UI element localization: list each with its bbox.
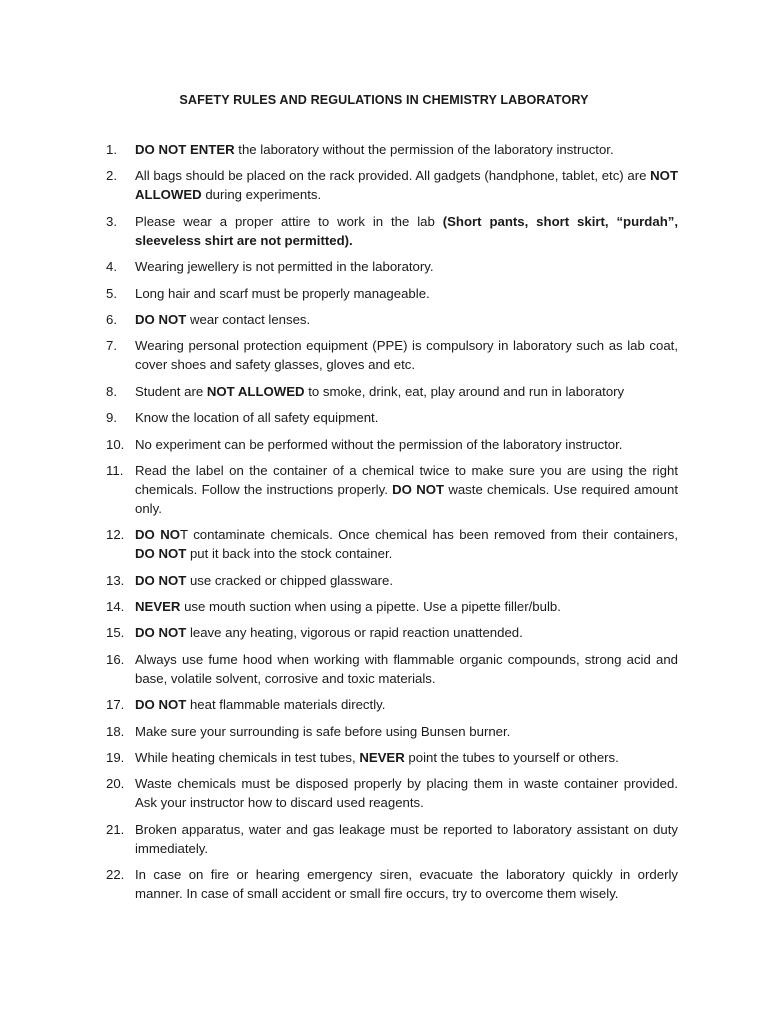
rule-segment: No experiment can be performed without the permission of the laboratory instructor. [135, 436, 623, 452]
rule-segment: use cracked or chipped glassware. [186, 572, 394, 588]
rule-item [106, 820, 678, 858]
rule-segment: waste chemicals. Use required amount only. [135, 481, 678, 516]
rule-text [135, 597, 678, 616]
rule-text [135, 284, 678, 303]
rule-item [106, 722, 678, 741]
rule-number: 4. [106, 259, 117, 275]
rule-segment: Always use fume hood when working with flammable organic compounds, strong acid and base, volatile solvent, corrosive and toxic materials. [135, 651, 678, 686]
rule-number: 14. [106, 599, 125, 615]
rule-number: 18. [106, 723, 125, 739]
rule-number: 20. [106, 776, 125, 792]
rule-text [135, 571, 678, 590]
rule-segment: leave any heating, vigorous or rapid reaction unattended. [186, 625, 523, 641]
rule-text [135, 525, 678, 563]
rule-segment: the laboratory without the permission of the laboratory instructor. [234, 142, 614, 157]
rule-text [135, 310, 678, 329]
rule-text [135, 166, 678, 204]
rule-segment: Make sure your surrounding is safe before using Bunsen burner. [135, 723, 511, 739]
rule-segment: heat flammable materials directly. [186, 697, 386, 713]
rule-number: 9. [106, 410, 117, 426]
rule-segment: T contaminate chemicals. Once chemical has been removed from their containers, [179, 527, 679, 543]
rule-text [135, 212, 678, 250]
rule-number: 2. [106, 168, 117, 184]
rule-text [135, 865, 678, 903]
rule-segment: wear contact lenses. [186, 311, 311, 327]
rule-text [135, 748, 678, 767]
rule-item [106, 310, 678, 329]
rule-item [106, 284, 678, 303]
rule-item [106, 408, 678, 427]
rule-text [135, 336, 678, 374]
rule-item [106, 650, 678, 688]
rule-item [106, 695, 678, 714]
rule-segment: Waste chemicals must be disposed properly by placing them in waste container provided. Ask your instructor how to discard used reagents. [135, 776, 678, 811]
rule-text [135, 461, 678, 518]
rule-text [135, 257, 678, 276]
rule-text [135, 435, 678, 454]
rule-item [106, 748, 678, 767]
rule-segment: during experiments. [201, 187, 322, 203]
rule-emphasis: DO NOT [135, 625, 187, 641]
rule-emphasis: DO NOT [135, 697, 187, 713]
rule-emphasis: DO NOT [135, 311, 187, 327]
rule-number: 5. [106, 285, 117, 301]
rule-item [106, 166, 678, 204]
rule-emphasis: DO NOT [135, 546, 187, 562]
rule-emphasis: NOT ALLOWED [135, 168, 678, 203]
rule-number: 15. [106, 625, 125, 641]
document-title: SAFETY RULES AND REGULATIONS IN CHEMISTRY LABORATORY [179, 93, 589, 107]
rule-item [106, 140, 678, 159]
rule-text [135, 722, 678, 741]
rule-number: 17. [106, 697, 125, 713]
rule-text [135, 623, 678, 642]
rule-item [106, 525, 678, 563]
rule-segment: Long hair and scarf must be properly manageable. [135, 285, 430, 301]
rule-number: 10. [106, 436, 125, 452]
rule-item [106, 212, 678, 250]
rule-item [106, 597, 678, 616]
rule-text [135, 820, 678, 858]
rule-number: 6. [106, 311, 117, 327]
rule-item [106, 623, 678, 642]
rule-number: 12. [106, 527, 125, 543]
rule-item [106, 865, 678, 903]
rule-number: 8. [106, 383, 117, 399]
rule-emphasis: NEVER [135, 599, 181, 615]
rule-segment: use mouth suction when using a pipette. Use a pipette filler/bulb. [180, 599, 561, 615]
rule-segment: point the tubes to yourself or others. [404, 750, 619, 766]
rule-emphasis: NOT ALLOWED [206, 383, 305, 399]
rule-text [135, 695, 678, 714]
rule-item [106, 257, 678, 276]
rule-item [106, 336, 678, 374]
rule-number: 3. [106, 213, 117, 229]
rule-segment: to smoke, drink, eat, play around and run in laboratory [304, 383, 625, 399]
rule-item [106, 774, 678, 812]
rule-item [106, 382, 678, 401]
rule-item [106, 571, 678, 590]
rule-segment: All bags should be placed on the rack provided. All gadgets (handphone, tablet, etc) are [135, 168, 651, 184]
rule-number: 19. [106, 750, 125, 766]
rule-number: 21. [106, 821, 125, 837]
rule-emphasis: DO NOT ENTER [135, 142, 235, 157]
rule-segment: Student are [135, 383, 207, 399]
rule-segment: put it back into the stock container. [186, 546, 393, 562]
rule-segment: While heating chemicals in test tubes, [135, 750, 360, 766]
rule-segment: Wearing personal protection equipment (PPE) is compulsory in laboratory such as lab coat, cover shoes and safety glasses, gloves and etc. [135, 338, 678, 373]
rule-text [135, 382, 678, 401]
rule-text [135, 140, 678, 159]
rule-emphasis: DO NOT [392, 481, 445, 497]
rule-number: 11. [106, 462, 124, 478]
rule-segment: Broken apparatus, water and gas leakage must be reported to laboratory assistant on duty immediately. [135, 821, 678, 856]
rule-item [106, 461, 678, 518]
rule-number: 7. [106, 338, 117, 354]
rule-item [106, 435, 678, 454]
rule-number: 22. [106, 867, 125, 883]
rule-text [135, 650, 678, 688]
rule-text [135, 774, 678, 812]
rule-segment: Know the location of all safety equipment. [135, 410, 379, 426]
rule-number: 13. [106, 572, 125, 588]
rule-segment: Read the label on the container of a chemical twice to make sure you are using the right chemicals. Follow the instructions properly. [135, 462, 678, 497]
rule-segment: In case on fire or hearing emergency siren, evacuate the laboratory quickly in orderly manner. In case of small accident or small fire occurs, try to overcome them wisely. [135, 867, 678, 902]
rule-number: 1. [106, 142, 117, 157]
rule-emphasis: NEVER [359, 750, 405, 766]
rule-number: 16. [106, 651, 125, 667]
rule-emphasis: (Short pants, short skirt, “purdah”, sleeveless shirt are not permitted). [135, 213, 679, 248]
rules-list [106, 140, 678, 911]
rule-text [135, 408, 678, 427]
rule-emphasis: DO NO [135, 527, 180, 543]
rule-emphasis: DO NOT [135, 572, 187, 588]
rule-segment: Please wear a proper attire to work in the lab [135, 213, 443, 229]
rule-segment: Wearing jewellery is not permitted in the laboratory. [135, 259, 434, 275]
